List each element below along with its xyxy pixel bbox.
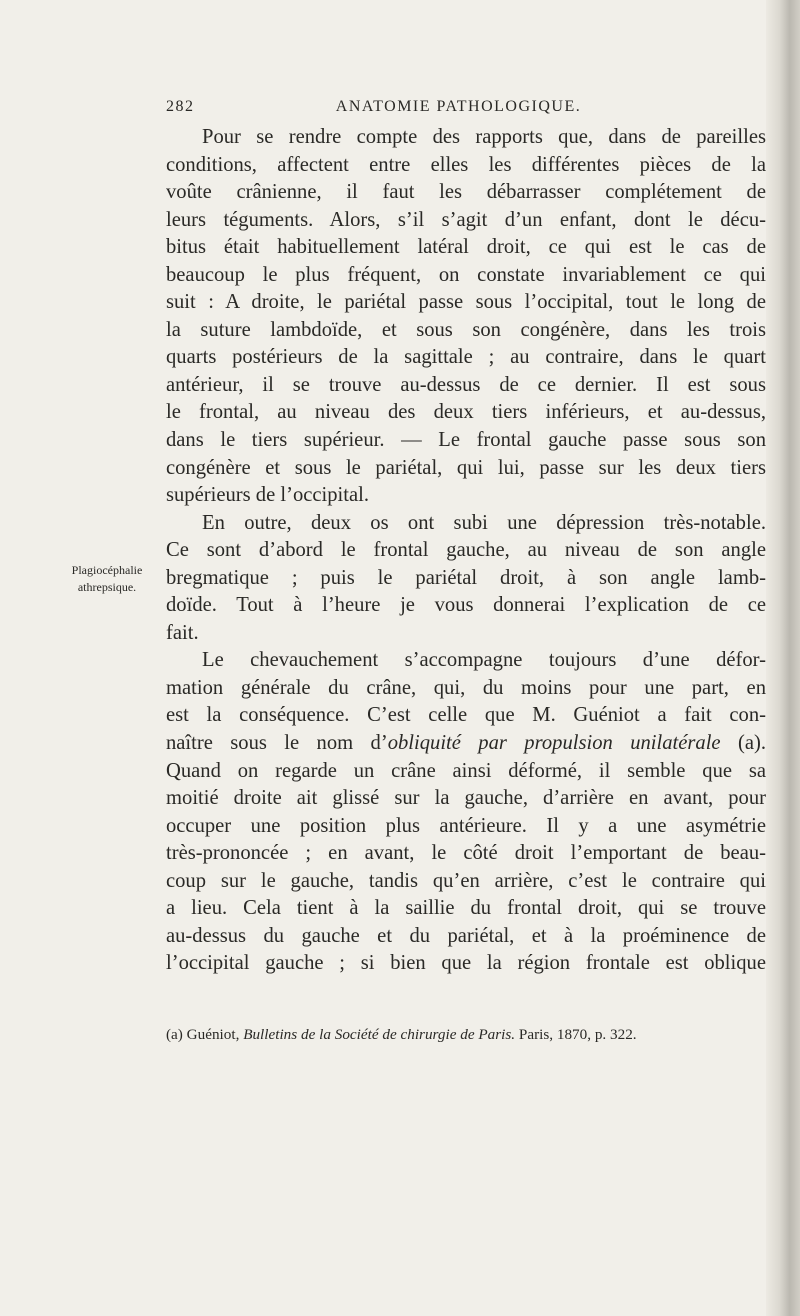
text-line: congénère et sous le pariétal, qui lui, passe sur les deux tiers — [166, 456, 766, 479]
text-line: bitus était habituellement latéral droit, ce qui est le cas de — [166, 236, 766, 259]
footnote — [166, 1026, 756, 1044]
text-line: au-dessus du gauche et du pariétal, et à la proéminence de — [166, 924, 766, 947]
page-number: 282 — [166, 98, 195, 115]
footnote-reference: (a) — [737, 732, 761, 755]
text-line: le frontal, au niveau des deux tiers inférieurs, et au-dessus, — [166, 401, 766, 424]
text-line: doïde. Tout à l’heure je vous donnerai l’explication de ce — [166, 594, 766, 617]
text-fragment: naître sous le nom d’ — [166, 732, 388, 755]
text-line: quarts postérieurs de la sagittale ; au contraire, dans le quart — [166, 346, 766, 369]
text-line: supérieurs de l’occipital. — [166, 484, 370, 507]
text-line: l’occipital gauche ; si bien que la région frontale est oblique — [166, 952, 766, 975]
margin-note-line: athrepsique. — [77, 580, 137, 594]
text-line: leurs téguments. Alors, s’il s’agit d’un enfant, dont le décu- — [166, 208, 766, 231]
text-line: a lieu. Cela tient à la saillie du frontal droit, qui se trouve — [166, 897, 766, 920]
text-line: Le chevauchement s’accompagne toujours d’une défor- — [202, 649, 766, 672]
text-line: conditions, affectent entre elles les différentes pièces de la — [166, 153, 766, 176]
footnote-author: Guéniot, — [186, 1026, 240, 1043]
text-line: moitié droite ait glissé sur la gauche, d’arrière en avant, pour — [166, 787, 766, 810]
italic-term: obliquité par propulsion unilatérale — [387, 732, 721, 755]
text-line: coup sur le gauche, tandis qu’en arrière, c’est le contraire qui — [166, 869, 766, 892]
text-line: fait. — [166, 621, 199, 644]
text-line: suit : A droite, le pariétal passe sous l’occipital, tout le long de — [166, 291, 766, 314]
text-line: Pour se rendre compte des rapports que, dans de pareilles — [202, 126, 766, 148]
page-edge-shadow — [766, 0, 800, 1316]
margin-note — [57, 562, 157, 596]
text-line: antérieur, il se trouve au-dessus de ce dernier. Il est sous — [166, 373, 766, 396]
text-line: est la conséquence. C’est celle que M. Guéniot a fait con- — [166, 704, 766, 727]
text-line: la suture lambdoïde, et sous son congénère, dans les trois — [166, 318, 766, 341]
footnote-journal: Bulletins de la Société de chirurgie de Paris. — [243, 1026, 516, 1043]
text-line: bregmatique ; puis le pariétal droit, à son angle lamb- — [166, 566, 766, 589]
text-fragment: . — [760, 732, 766, 755]
text-line: beaucoup le plus fréquent, on constate invariablement ce qui — [166, 263, 766, 286]
body-text — [166, 124, 766, 978]
text-line: Quand on regarde un crâne ainsi déformé, il semble que sa — [166, 759, 766, 782]
text-line — [166, 730, 766, 758]
text-line: Ce sont d’abord le frontal gauche, au niveau de son angle — [166, 539, 766, 562]
page-header — [166, 98, 751, 122]
text-line: mation générale du crâne, qui, du moins pour une part, en — [166, 676, 766, 699]
margin-note-line: Plagiocéphalie — [71, 563, 143, 577]
footnote-details: Paris, 1870, p. 322. — [518, 1026, 637, 1043]
running-title: ANATOMIE PATHOLOGIQUE. — [335, 98, 582, 115]
text-line: dans le tiers supérieur. — Le frontal gauche passe sous son — [166, 429, 766, 452]
text-line: très-prononcée ; en avant, le côté droit l’emportant de beau- — [166, 842, 766, 865]
footnote-marker: (a) — [166, 1026, 183, 1043]
text-line: voûte crânienne, il faut les débarrasser complétement de — [166, 181, 766, 204]
text-line: occuper une position plus antérieure. Il y a une asymétrie — [166, 814, 766, 837]
text-line: En outre, deux os ont subi une dépression très-notable. — [202, 511, 766, 534]
